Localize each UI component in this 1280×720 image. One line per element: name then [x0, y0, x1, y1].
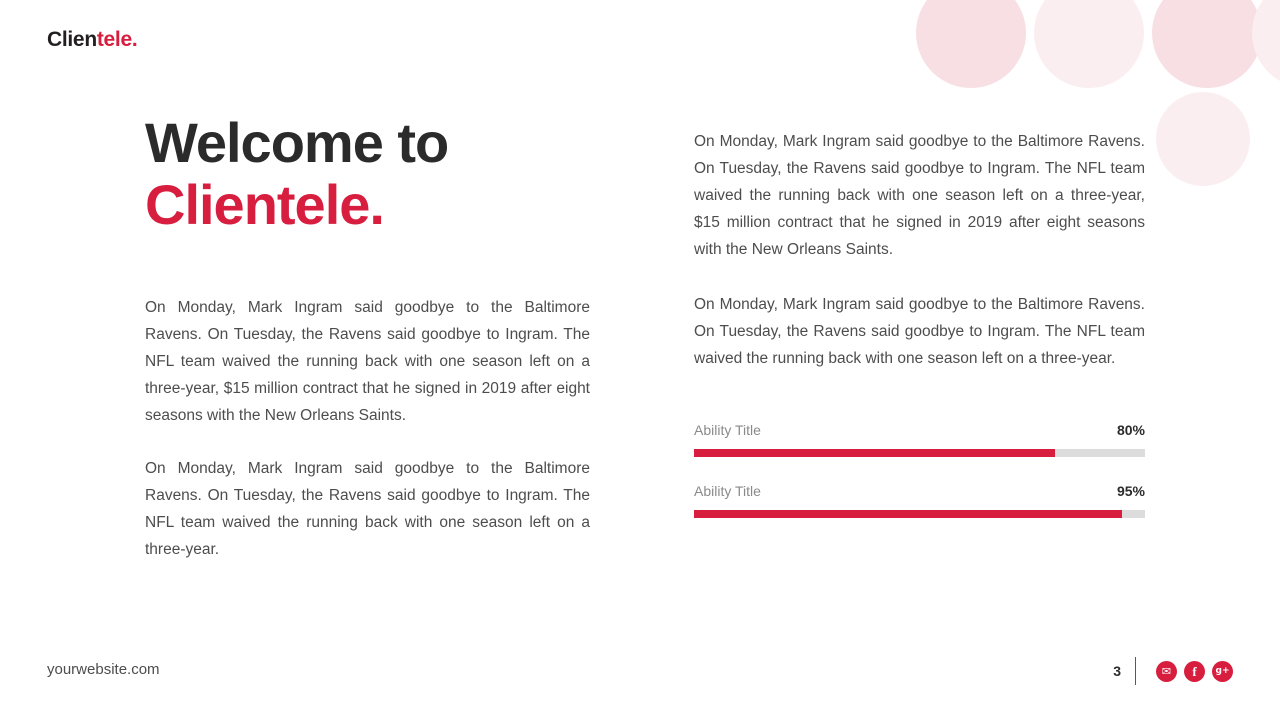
google-plus-icon[interactable]: g+ [1212, 661, 1233, 682]
decorative-circle [1156, 92, 1250, 186]
skill-value: 95% [1116, 483, 1145, 499]
skill-progress-track [694, 510, 1145, 518]
page-title [145, 112, 590, 236]
skill-progress-fill [694, 449, 1055, 457]
decorative-circle [916, 0, 1026, 88]
logo [47, 28, 137, 52]
page-title-line-2: Clientele. [145, 173, 384, 236]
skill-item [694, 422, 1145, 457]
footer-divider [1135, 657, 1136, 685]
left-column [145, 112, 590, 563]
decorative-circle [1252, 0, 1280, 88]
footer-website[interactable]: yourwebsite.com [47, 661, 160, 678]
page-number: 3 [1113, 663, 1121, 679]
decorative-circle [1034, 0, 1144, 88]
right-paragraph-2: On Monday, Mark Ingram said goodbye to the Baltimore Ravens. On Tuesday, the Ravens said goodbye to Ingram. The NFL team waived the running back with one season left on a three-year. [694, 296, 1145, 367]
left-paragraph-2: On Monday, Mark Ingram said goodbye to the Baltimore Ravens. On Tuesday, the Ravens said goodbye to Ingram. The NFL team waived the running back with one season left on a three-year. [145, 460, 590, 558]
skill-header [694, 422, 1145, 438]
footer-right [1113, 657, 1233, 685]
social-links [1156, 661, 1233, 682]
right-column [694, 128, 1145, 544]
skill-item [694, 483, 1145, 518]
skill-title: Ability Title [694, 422, 761, 438]
logo-text-accent: tele. [96, 28, 138, 51]
skill-header [694, 483, 1145, 499]
skill-progress-fill [694, 510, 1122, 518]
skill-title: Ability Title [694, 483, 761, 499]
skill-list [694, 422, 1145, 518]
page-title-line-1: Welcome to [145, 111, 449, 174]
skill-progress-track [694, 449, 1145, 457]
left-paragraph-1: On Monday, Mark Ingram said goodbye to the Baltimore Ravens. On Tuesday, the Ravens said goodbye to Ingram. The NFL team waived the running back with one season left on a three-year, $15 million contract that he signed in 2019 after eight seasons with the New Orleans Saints. [145, 299, 590, 424]
twitter-icon[interactable]: ✉ [1156, 661, 1177, 682]
right-paragraph-1: On Monday, Mark Ingram said goodbye to the Baltimore Ravens. On Tuesday, the Ravens said goodbye to Ingram. The NFL team waived the running back with one season left on a three-year, $15 million contract that he signed in 2019 after eight seasons with the New Orleans Saints. [694, 133, 1145, 258]
decorative-circle [1152, 0, 1262, 88]
logo-text-primary: Clien [47, 28, 97, 51]
facebook-icon[interactable]: f [1184, 661, 1205, 682]
skill-value: 80% [1116, 422, 1145, 438]
